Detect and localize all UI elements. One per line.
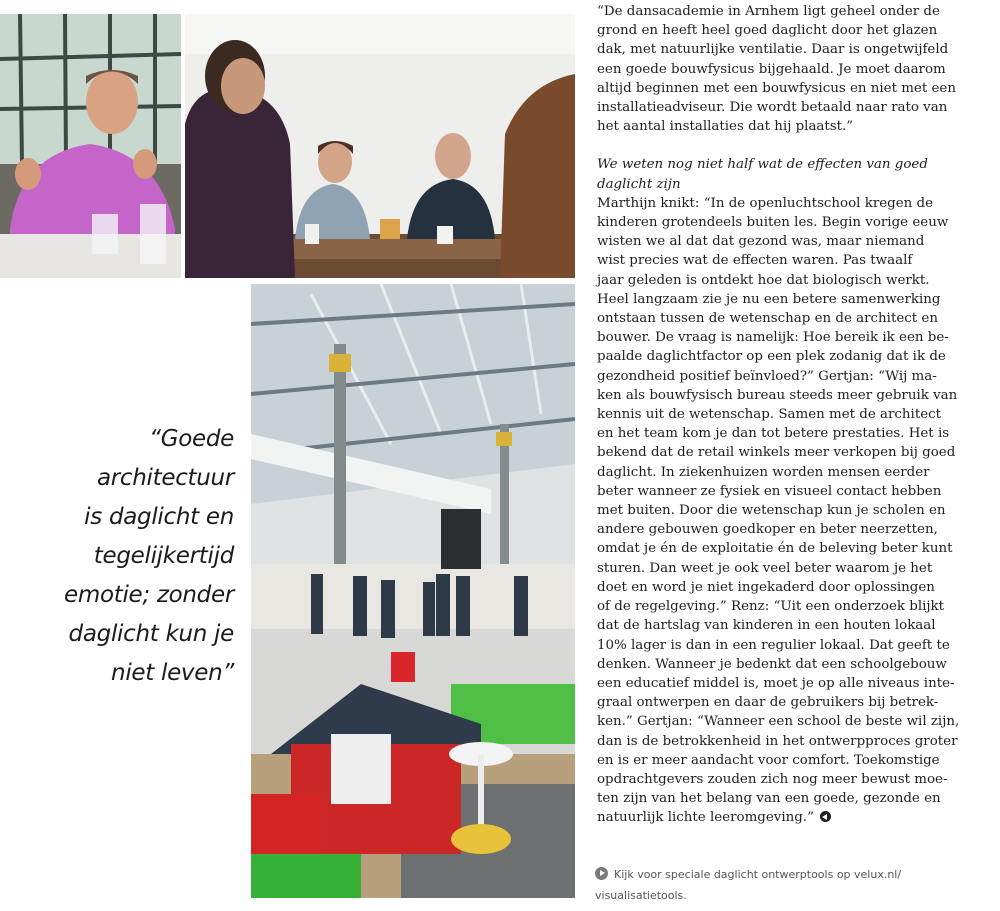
article-line: natuurlijk lichte leeromgeving.” xyxy=(597,808,937,827)
article-line: kinderen grotendeels buiten les. Begin vorige eeuw xyxy=(597,215,949,231)
subheading-line: We weten nog niet half wat de effecten van goed xyxy=(597,157,928,173)
pull-quote-line: is daglicht en xyxy=(84,504,234,530)
tip-line-1 xyxy=(595,864,935,885)
pull-quote-line: niet leven” xyxy=(111,660,234,686)
photo-man-pink-shirt xyxy=(0,14,181,278)
article-line: met buiten. Door die wetenschap kun je scholen en xyxy=(597,503,946,519)
article-line: opdrachtgevers zouden zich nog meer bewust moe- xyxy=(597,771,948,787)
photo-meeting-table xyxy=(185,14,575,278)
article-paragraph-1 xyxy=(597,2,956,136)
pull-quote-line: architectuur xyxy=(96,465,234,491)
velux-tools-tip xyxy=(595,864,935,906)
article-line: Heel langzaam zie je nu een betere samenwerking xyxy=(597,291,941,307)
article-subheading xyxy=(597,155,937,193)
article-line: wisten we al dat dat gezond was, maar niemand xyxy=(597,234,925,250)
article-line: doet en word je niet ingekaderd door oplossingen xyxy=(597,579,935,595)
article-line: andere gebouwen goedkoper en beter neerzetten, xyxy=(597,522,938,538)
pull-quote-line: “Goede xyxy=(149,426,234,452)
article-line: wist precies wat de effecten waren. Pas twaalf xyxy=(597,253,913,269)
article-line: dat de hartslag van kinderen in een houten lokaal xyxy=(597,618,936,634)
pull-quote-line: daglicht kun je xyxy=(68,621,234,647)
article-line: sturen. Dan weet je ook veel beter waarom je het xyxy=(597,560,933,576)
play-circle-icon xyxy=(595,867,608,880)
article-line: paalde daglichtfactor op een plek zodanig dat ik de xyxy=(597,349,946,365)
article-line: installatieadviseur. Die wordt betaald naar rato van xyxy=(597,100,948,116)
article-line: het aantal installaties dat hij plaatst.” xyxy=(597,119,854,135)
article-line: ten zijn van het belang van een goede, gezonde en xyxy=(597,791,941,807)
pull-quote-line: emotie; zonder xyxy=(64,582,234,608)
article-line: daglicht. In ziekenhuizen worden mensen eerder xyxy=(597,464,930,480)
article-line: en is er meer aandacht voor comfort. Toekomstige xyxy=(597,752,940,768)
article-line: beter wanneer ze fysiek en visueel contact hebben xyxy=(597,483,942,499)
article-line: ken als bouwfysisch bureau steeds meer gebruik van xyxy=(597,387,958,403)
article-paragraph-2 xyxy=(597,194,960,828)
article-line: gezondheid positief beïnvloed?” Gertjan: “Wij ma- xyxy=(597,368,937,384)
article-line: “De dansacademie in Arnhem ligt geheel onder de xyxy=(597,4,940,19)
article-line: een goede bouwfysicus bijgehaald. Je moet daarom xyxy=(597,61,946,77)
article-line: grond en heeft heel goed daglicht door het glazen xyxy=(597,23,938,39)
article-line: dan is de betrokkenheid in het ontwerpproces groter xyxy=(597,733,958,749)
article-line: bouwer. De vraag is namelijk: Hoe bereik ik een be- xyxy=(597,330,949,346)
article-line: ken.” Gertjan: “Wanneer een school de beste wil zijn, xyxy=(597,714,960,730)
subheading-line: daglicht zijn xyxy=(597,176,681,192)
article-line: denken. Wanneer je bedenkt dat een schoolgebouw xyxy=(597,656,947,672)
article-line: een educatief middel is, moet je op alle niveaus inte- xyxy=(597,675,955,691)
tip-line-2: visualisatietools. xyxy=(595,889,687,902)
article-line: ontstaan tussen de wetenschap en de architect en xyxy=(597,311,938,327)
article-line: en het team kom je dan tot betere prestaties. Het is xyxy=(597,426,950,442)
photo-hall-lego-model xyxy=(251,284,575,898)
article-line: altijd beginnen met een bouwfysicus en niet met een xyxy=(597,80,956,96)
article-line: 10% lager is dan in een regulier lokaal. Dat geeft te xyxy=(597,637,950,653)
article-line: jaar geleden is ontdekt hoe dat biologisch werkt. xyxy=(597,272,930,288)
article-line: kennis uit de wetenschap. Samen met de architect xyxy=(597,407,942,423)
article-line: bekend dat de retail winkels meer verkopen bij goed xyxy=(597,445,956,461)
article-line: of de regelgeving.” Renz: “Uit een onderzoek blijkt xyxy=(597,599,945,615)
article-line: omdat je én de exploitatie én de beleving beter kunt xyxy=(597,541,953,557)
article-body xyxy=(597,2,960,828)
article-line: Marthijn knikt: “In de openluchtschool kregen de xyxy=(597,195,934,211)
paragraph-gap xyxy=(597,136,937,155)
pull-quote xyxy=(40,420,234,693)
article-line: graal ontwerpen en daar de gebruikers bij betrek- xyxy=(597,695,939,711)
back-arrow-circle-icon xyxy=(820,811,831,822)
pull-quote-line: tegelijkertijd xyxy=(93,543,234,569)
tip-text: Kijk voor speciale daglicht ontwerptools op velux.nl/ xyxy=(614,868,902,881)
article-line: dak, met natuurlijke ventilatie. Daar is ongetwijfeld xyxy=(597,42,949,58)
